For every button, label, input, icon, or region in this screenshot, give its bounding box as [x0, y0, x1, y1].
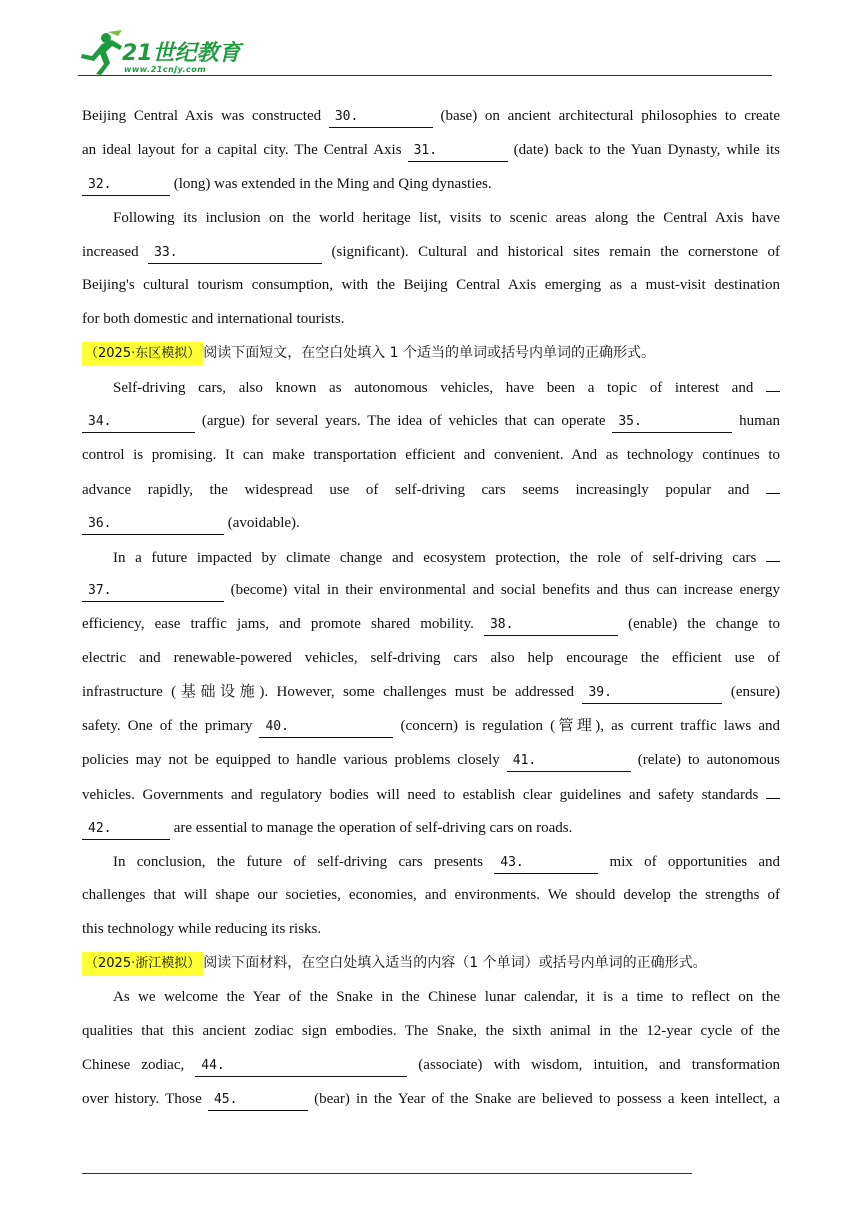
text-line	[82, 102, 780, 136]
answer-blank[interactable]	[208, 1089, 308, 1111]
blank-continuation	[766, 780, 780, 799]
blank-continuation	[766, 543, 780, 562]
text-segment: challenges that will shape our societies, economies, and environments. We should develop the strengths of	[82, 887, 780, 904]
text-line	[82, 1085, 780, 1119]
text-line	[82, 814, 780, 848]
text-segment: (bear) in the Year of the Snake are believed to possess a keen intellect, a	[307, 1090, 781, 1107]
answer-blank[interactable]	[612, 411, 732, 433]
logo	[78, 30, 248, 80]
text-segment: (associate) with wisdom, intuition, and transformation	[407, 1056, 781, 1073]
blank-number: 30.	[334, 109, 359, 124]
answer-blank[interactable]	[329, 106, 433, 128]
header-divider	[78, 75, 772, 76]
text-segment: (concern) is regulation (管理), as current traffic laws and	[393, 718, 780, 735]
answer-blank[interactable]	[408, 140, 508, 162]
answer-blank[interactable]	[582, 682, 722, 704]
document-body	[82, 102, 780, 1119]
text-segment: (become) vital in their environmental and social benefits and thus can increase energy	[224, 582, 780, 599]
text-segment: safety. One of the primary	[82, 718, 260, 735]
text-segment: In a future impacted by climate change and ecosystem protection, the role of self-driving cars	[113, 549, 766, 566]
answer-blank[interactable]	[494, 852, 598, 874]
text-line	[82, 949, 780, 983]
answer-blank[interactable]	[82, 580, 224, 602]
blank-number: 45.	[213, 1091, 238, 1107]
text-segment: (argue) for several years. The idea of vehicles that can operate	[195, 413, 613, 430]
blank-number: 42.	[88, 820, 112, 836]
answer-blank[interactable]	[82, 818, 170, 840]
text-segment: policies may not be equipped to handle various problems closely	[82, 751, 507, 768]
text-line	[82, 1051, 780, 1085]
text-line	[82, 712, 780, 746]
answer-blank[interactable]	[82, 411, 195, 433]
text-segment: Beijing Central Axis was constructed	[82, 108, 329, 124]
instruction-text: 阅读下面材料，在空白处填入适当的内容（1 个单词）或括号内单词的正确形式。	[203, 955, 707, 972]
answer-blank[interactable]	[259, 716, 393, 738]
blank-number: 43.	[500, 854, 524, 870]
answer-blank[interactable]	[148, 242, 322, 264]
blank-number: 34.	[88, 414, 112, 430]
text-line	[82, 746, 780, 780]
blank-continuation	[766, 373, 780, 392]
text-line	[82, 271, 780, 305]
text-segment: vehicles. Governments and regulatory bodies will need to establish clear guidelines and safety standards	[82, 786, 766, 803]
text-segment: (relate) to autonomous	[630, 751, 780, 768]
text-line	[82, 848, 780, 882]
text-segment: In conclusion, the future of self-driving cars presents	[113, 853, 495, 870]
text-segment: (significant). Cultural and historical sites remain the cornerstone of	[322, 243, 780, 260]
blank-number: 38.	[489, 617, 514, 633]
blank-number: 40.	[265, 719, 289, 735]
text-segment: electric and renewable-powered vehicles, self-driving cars also help encourage the efficient use of	[82, 650, 780, 667]
text-line	[82, 543, 780, 577]
text-line	[82, 136, 780, 170]
text-segment: human	[732, 413, 781, 430]
blank-number: 44.	[201, 1057, 225, 1073]
text-line	[82, 509, 780, 543]
text-segment: As we welcome the Year of the Snake in the Chinese lunar calendar, it is a time to reflect on the	[113, 989, 780, 1006]
text-segment: control is promising. It can make transportation efficient and convenient. And as technology continues to	[82, 446, 780, 463]
source-tag: （2025·东区模拟）	[82, 342, 203, 366]
source-tag: （2025·浙江模拟）	[82, 952, 203, 976]
text-line	[82, 339, 780, 373]
blank-number: 33.	[154, 244, 178, 260]
text-segment: Chinese zodiac,	[82, 1056, 196, 1073]
text-line	[82, 983, 780, 1017]
instruction-text: 阅读下面短文，在空白处填入 1 个适当的单词或括号内单词的正确形式。	[203, 345, 656, 362]
text-line	[82, 475, 780, 509]
text-segment: (ensure)	[722, 684, 780, 701]
page-header	[0, 0, 860, 80]
text-segment: (avoidable).	[224, 514, 300, 531]
text-line	[82, 915, 780, 949]
text-line	[82, 373, 780, 407]
text-line	[82, 610, 780, 644]
text-line	[82, 407, 780, 441]
text-segment: (enable) the change to	[617, 616, 780, 633]
text-segment: an ideal layout for a capital city. The Central Axis	[82, 141, 408, 158]
logo-url: www.21cnjy.com	[124, 65, 207, 74]
blank-number: 37.	[88, 583, 112, 599]
text-line	[82, 678, 780, 712]
text-line	[82, 1017, 780, 1051]
text-segment: Beijing's cultural tourism consumption, with the Beijing Central Axis emerging as a must-visit destination	[82, 277, 780, 294]
logo-text: 21世纪教育	[122, 41, 241, 66]
text-segment: over history. Those	[82, 1090, 208, 1107]
text-line	[82, 305, 780, 339]
footer-divider	[82, 1173, 692, 1174]
blank-number: 36.	[88, 515, 112, 531]
blank-number: 31.	[413, 142, 438, 158]
text-segment: increased	[82, 243, 149, 260]
text-segment: this technology while reducing its risks.	[82, 921, 322, 938]
text-segment: (date) back to the Yuan Dynasty, while its	[507, 141, 780, 158]
runner-icon	[78, 30, 124, 76]
text-segment: advance rapidly, the widespread use of self-driving cars seems increasingly popular and	[82, 481, 766, 498]
text-segment: infrastructure (基础设施). However, some challenges must be addressed	[82, 684, 583, 701]
text-segment: are essential to manage the operation of self-driving cars on roads.	[170, 819, 573, 836]
text-segment: Following its inclusion on the world heritage list, visits to scenic areas along the Central Axis have	[113, 209, 780, 226]
text-segment: qualities that this ancient zodiac sign embodies. The Snake, the sixth animal in the 12-year cycle of the	[82, 1023, 780, 1040]
text-segment: efficiency, ease traffic jams, and promote shared mobility.	[82, 616, 484, 633]
answer-blank[interactable]	[484, 614, 618, 636]
text-segment: (long) was extended in the Ming and Qing dynasties.	[170, 175, 492, 192]
text-segment: Self-driving cars, also known as autonomous vehicles, have been a topic of interest and	[113, 380, 766, 397]
text-line	[82, 881, 780, 915]
answer-blank[interactable]	[507, 750, 631, 772]
text-segment: mix of opportunities and	[598, 853, 780, 870]
text-line	[82, 441, 780, 475]
blank-number: 35.	[618, 414, 642, 430]
text-segment: (base) on ancient architectural philosophies to create	[432, 108, 780, 124]
blank-continuation	[766, 475, 780, 494]
blank-number: 32.	[88, 176, 112, 192]
answer-blank[interactable]	[82, 174, 170, 196]
answer-blank[interactable]	[82, 513, 224, 535]
text-line	[82, 780, 780, 814]
blank-number: 41.	[512, 752, 537, 768]
text-segment: for both domestic and international tourists.	[82, 311, 345, 328]
text-line	[82, 238, 780, 272]
text-line	[82, 204, 780, 238]
answer-blank[interactable]	[195, 1055, 407, 1077]
text-line	[82, 170, 780, 204]
text-line	[82, 576, 780, 610]
blank-number: 39.	[588, 685, 612, 701]
text-line	[82, 644, 780, 678]
